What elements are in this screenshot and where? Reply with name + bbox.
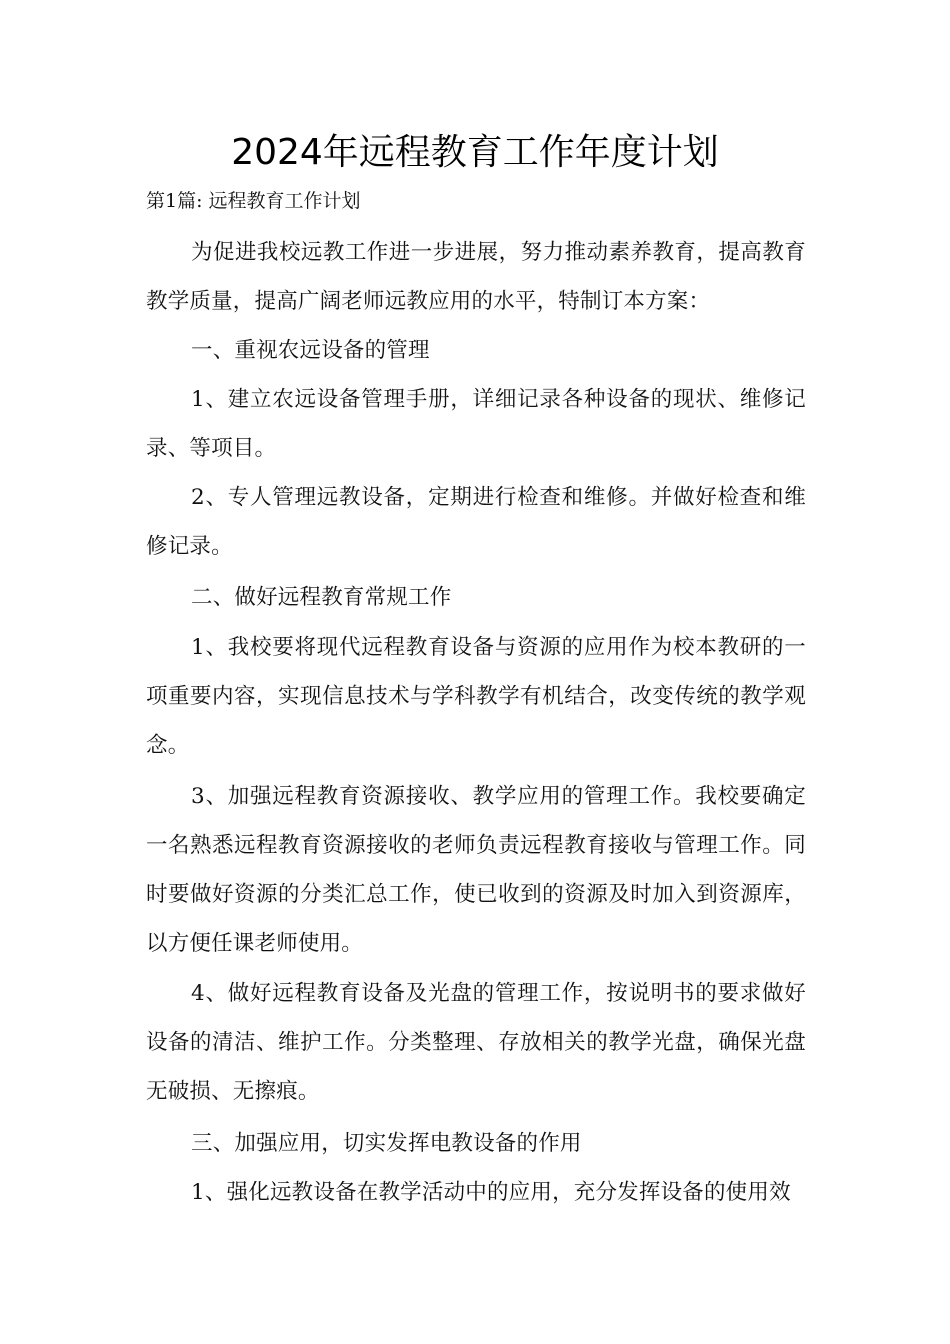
paragraph-2-1: 1、我校要将现代远程教育设备与资源的应用作为校本教研的一项重要内容，实现信息技术与学科教学有机结合，改变传统的教学观念。 <box>146 635 806 758</box>
section-heading-3: 三、加强应用，切实发挥电教设备的作用 <box>191 1131 582 1156</box>
paragraph-3-1: 1、强化远教设备在教学活动中的应用，充分发挥设备的使用效 <box>191 1180 791 1205</box>
paragraph-1-2: 2、专人管理远教设备，定期进行检查和维修。并做好检查和维修记录。 <box>146 485 806 559</box>
paragraph-2-3: 3、加强远程教育资源接收、教学应用的管理工作。我校要确定一名熟悉远程教育资源接收的老师负责远程教育接收与管理工作。同时要做好资源的分类汇总工作，使已收到的资源及时加入到资源库，以方便任课老师使用。 <box>146 784 806 956</box>
paragraph-intro: 为促进我校远教工作进一步进展，努力推动素养教育，提高教育教学质量，提高广阔老师远教应用的水平，特制订本方案： <box>146 240 806 314</box>
section-heading-2: 二、做好远程教育常规工作 <box>191 585 452 610</box>
document-subtitle: 第1篇: 远程教育工作计划 <box>146 190 361 212</box>
paragraph-1-1: 1、建立农远设备管理手册，详细记录各种设备的现状、维修记录、等项目。 <box>146 387 806 461</box>
paragraph-2-4: 4、做好远程教育设备及光盘的管理工作，按说明书的要求做好设备的清洁、维护工作。分类整理、存放相关的教学光盘，确保光盘无破损、无擦痕。 <box>146 981 806 1104</box>
section-heading-1: 一、重视农远设备的管理 <box>191 338 430 363</box>
document-title: 2024年远程教育工作年度计划 <box>231 132 719 173</box>
